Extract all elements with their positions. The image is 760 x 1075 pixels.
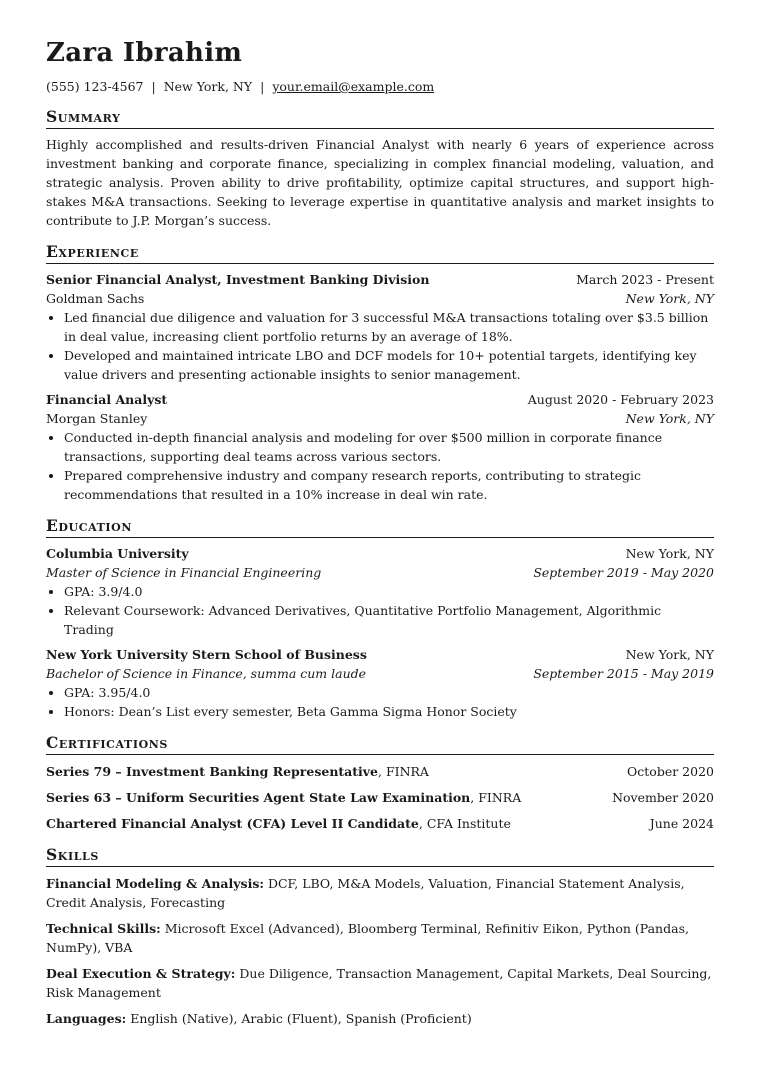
certification-date: October 2020: [627, 764, 714, 779]
summary-text: Highly accomplished and results-driven Financial Analyst with nearly 6 years of experience across investment banking and corporate finance, specializing in complex financial modeling, valuation, and strategic analysis. Proven ability to drive profitability, optimize capital structures, and support high-stakes M&A transactions. Seeking to leverage expertise in quantitative analysis and market insights to contribute to J.P. Morgan’s success.: [46, 137, 714, 228]
school-location: New York, NY: [625, 546, 714, 561]
education-bullets: [46, 683, 714, 721]
skill-label: Financial Modeling & Analysis:: [46, 876, 264, 891]
section-heading-experience: Experience: [46, 242, 714, 264]
job-dates: March 2023 - Present: [576, 272, 714, 287]
bullet-item: • Prepared comprehensive industry and company research reports, contributing to strategic recommendations that resulted in a 10% increase in deal win rate.: [64, 466, 714, 504]
bullet-item: • Relevant Coursework: Advanced Derivatives, Quantitative Portfolio Management, Algorithmic Trading: [64, 601, 714, 639]
school-location: New York, NY: [625, 647, 714, 662]
certification-issuer: , CFA Institute: [418, 816, 511, 831]
bullet-item: • Led financial due diligence and valuation for 3 successful M&A transactions totaling over $3.5 billion in deal value, increasing client portfolio returns by an average of 18%.: [64, 308, 714, 346]
job-entry: [46, 390, 714, 504]
skill-label: Technical Skills:: [46, 921, 161, 936]
company-name: Goldman Sachs: [46, 291, 145, 306]
education-entry: [46, 544, 714, 639]
certification-issuer: , FINRA: [378, 764, 429, 779]
section-heading-certifications: Certifications: [46, 733, 714, 755]
skill-group: [46, 874, 714, 912]
bullet-item: • GPA: 3.95/4.0: [64, 683, 714, 702]
job-title: Financial Analyst: [46, 392, 168, 407]
email-link[interactable]: your.email@example.com: [272, 79, 435, 94]
job-entry: [46, 270, 714, 384]
skill-value: Microsoft Excel (Advanced), Bloomberg Terminal, Refinitiv Eikon, Python (Pandas, NumPy), VBA: [46, 921, 689, 955]
education-entry: [46, 645, 714, 721]
bullet-item: • Honors: Dean’s List every semester, Beta Gamma Sigma Honor Society: [64, 702, 714, 721]
skill-label: Deal Execution & Strategy:: [46, 966, 236, 981]
bullet-item: • Conducted in-depth financial analysis and modeling for over $500 million in corporate finance transactions, supporting deal teams across various sectors.: [64, 428, 714, 466]
skill-group: [46, 964, 714, 1002]
job-bullets: [46, 428, 714, 504]
certification-name: Chartered Financial Analyst (CFA) Level II Candidate: [46, 816, 419, 831]
school-name: New York University Stern School of Business: [46, 647, 367, 662]
certification-name: Series 63 – Uniform Securities Agent State Law Examination: [46, 790, 471, 805]
certification-item: [46, 814, 714, 833]
education-bullets: [46, 582, 714, 639]
school-name: Columbia University: [46, 546, 189, 561]
section-heading-summary: Summary: [46, 107, 714, 129]
company-name: Morgan Stanley: [46, 411, 148, 426]
bullet-item: • GPA: 3.9/4.0: [64, 582, 714, 601]
job-location: New York, NY: [625, 411, 714, 426]
contact-separator: |: [151, 79, 156, 94]
contact-line: [46, 78, 714, 95]
skill-value: English (Native), Arabic (Fluent), Spanish (Proficient): [126, 1011, 472, 1026]
certification-issuer: , FINRA: [470, 790, 522, 805]
education-dates: September 2015 - May 2019: [533, 666, 714, 681]
skill-value: DCF, LBO, M&A Models, Valuation, Financial Statement Analysis, Credit Analysis, Forecasting: [46, 876, 685, 910]
job-bullets: [46, 308, 714, 384]
certification-item: [46, 788, 714, 807]
degree-name: Master of Science in Financial Engineering: [46, 565, 322, 580]
job-dates: August 2020 - February 2023: [527, 392, 714, 407]
job-title: Senior Financial Analyst, Investment Banking Division: [46, 272, 430, 287]
skill-group: [46, 919, 714, 957]
education-dates: September 2019 - May 2020: [533, 565, 714, 580]
job-location: New York, NY: [625, 291, 714, 306]
certification-date: November 2020: [612, 790, 714, 805]
degree-name: Bachelor of Science in Finance, summa cum laude: [46, 666, 367, 681]
certification-item: [46, 762, 714, 781]
skill-value: Due Diligence, Transaction Management, Capital Markets, Deal Sourcing, Risk Management: [46, 966, 712, 1000]
resume-page: [46, 36, 714, 1028]
candidate-name: Zara Ibrahim: [46, 38, 243, 68]
section-heading-skills: Skills: [46, 845, 714, 867]
contact-separator: |: [260, 79, 265, 94]
skill-group: [46, 1009, 714, 1028]
section-heading-education: Education: [46, 516, 714, 538]
phone-number: (555) 123-4567: [46, 79, 144, 94]
skill-label: Languages:: [46, 1011, 127, 1026]
certification-date: June 2024: [649, 816, 714, 831]
bullet-item: • Developed and maintained intricate LBO and DCF models for 10+ potential targets, identifying key value drivers and presenting actionable insights to senior management.: [64, 346, 714, 384]
location: New York, NY: [163, 79, 253, 94]
certification-name: Series 79 – Investment Banking Representative: [46, 764, 379, 779]
